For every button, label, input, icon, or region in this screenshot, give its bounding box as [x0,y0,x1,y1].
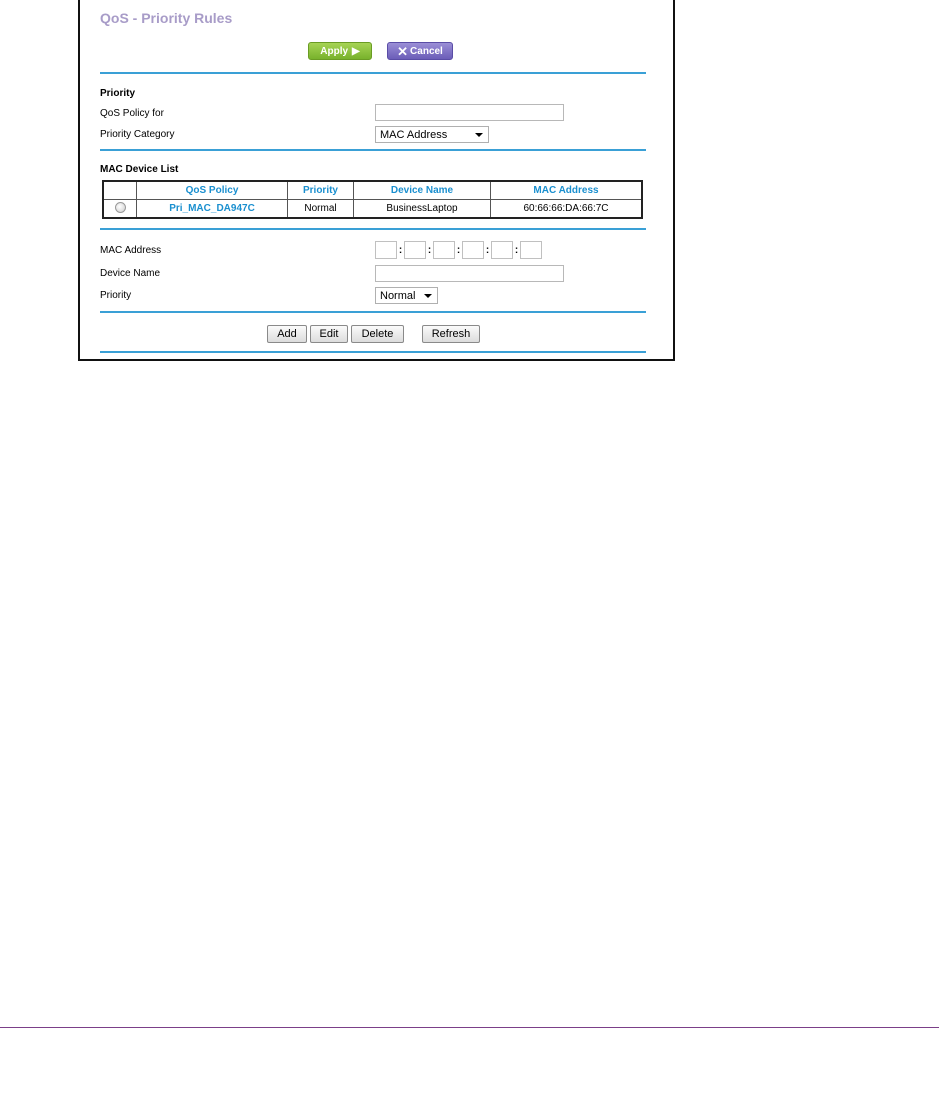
table-header-row [103,181,642,200]
mac-octet-6-input[interactable] [520,241,542,259]
mac-octet-2-input[interactable] [404,241,426,259]
column-header-qos-policy: QoS Policy [137,181,288,200]
page-footer-divider [0,1027,939,1028]
section-divider [100,149,646,151]
mac-device-list-heading: MAC Device List [100,164,179,175]
priority-category-select[interactable] [375,126,489,143]
priority-category-value: MAC Address [380,128,448,141]
table-row[interactable] [103,200,642,219]
cancel-button[interactable] [387,42,453,60]
apply-label: Apply [320,45,349,57]
mac-octet-4-input[interactable] [462,241,484,259]
mac-separator: : [485,244,490,256]
mac-octet-1-input[interactable] [375,241,397,259]
apply-button[interactable] [308,42,372,60]
mac-separator: : [427,244,432,256]
column-header-select [103,181,137,200]
edit-button[interactable]: Edit [310,325,348,343]
mac-octet-3-input[interactable] [433,241,455,259]
qos-priority-rules-panel [78,0,675,361]
cancel-label: Cancel [410,45,443,57]
priority-heading: Priority [100,88,136,99]
qos-policy-cell: Pri_MAC_DA947C [137,200,288,219]
add-button[interactable]: Add [267,325,307,343]
mac-separator: : [398,244,403,256]
device-name-cell: BusinessLaptop [354,200,491,219]
section-divider [100,228,646,230]
priority-category-label: Priority Category [100,129,175,140]
device-name-label: Device Name [100,268,161,279]
mac-separator: : [456,244,461,256]
section-divider [100,72,646,74]
column-header-priority: Priority [288,181,354,200]
row-select-cell[interactable] [103,200,137,219]
row-radio-button[interactable] [115,202,126,213]
priority-label: Priority [100,290,132,301]
mac-octet-5-input[interactable] [491,241,513,259]
mac-address-label: MAC Address [100,245,162,256]
qos-policy-for-label: QoS Policy for [100,108,164,119]
mac-address-input-group [375,241,542,259]
mac-device-table [102,180,643,219]
priority-cell: Normal [288,200,354,219]
refresh-button[interactable]: Refresh [422,325,480,343]
section-divider [100,311,646,313]
mac-separator: : [514,244,519,256]
qos-policy-for-input[interactable] [375,104,564,121]
delete-button[interactable]: Delete [351,325,404,343]
page-title: QoS - Priority Rules [100,10,233,26]
chevron-down-icon [475,133,483,137]
priority-value: Normal [380,289,416,302]
column-header-device-name: Device Name [354,181,491,200]
priority-select[interactable] [375,287,438,304]
close-icon: ✕ [397,43,409,59]
device-name-input[interactable] [375,265,564,282]
column-header-mac-address: MAC Address [491,181,643,200]
play-arrow-icon: ▶ [352,45,360,57]
section-divider [100,351,646,353]
chevron-down-icon [424,294,432,298]
mac-address-cell: 60:66:66:DA:66:7C [491,200,643,219]
